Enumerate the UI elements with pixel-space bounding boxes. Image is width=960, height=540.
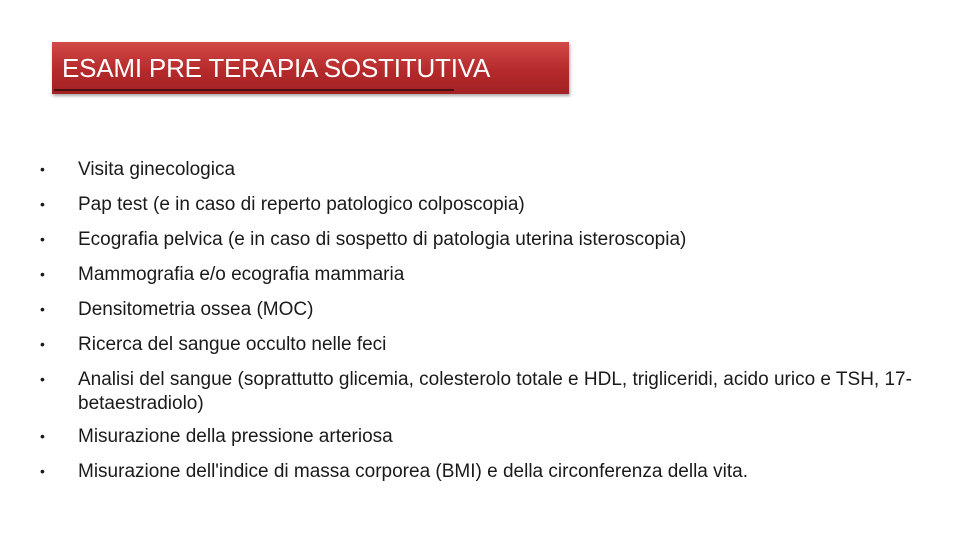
list-item-text: Densitometria ossea (MOC) xyxy=(78,299,314,320)
bullet-icon: • xyxy=(40,371,45,387)
list-item xyxy=(40,425,920,449)
list-item xyxy=(40,193,920,217)
bullet-icon: • xyxy=(40,336,45,352)
bullet-icon: • xyxy=(40,428,45,444)
bullet-icon: • xyxy=(40,161,45,177)
bullet-icon: • xyxy=(40,301,45,317)
list-item xyxy=(40,228,920,252)
bullet-icon: • xyxy=(40,266,45,282)
list-item-text: Mammografia e/o ecografia mammaria xyxy=(78,264,405,285)
list-item xyxy=(40,263,920,287)
list-item-text: Analisi del sangue (soprattutto glicemia, colesterolo totale e HDL, trigliceridi, acido urico e TSH, 17-betaestradiolo) xyxy=(78,369,912,414)
title-banner xyxy=(52,42,569,94)
bullet-icon: • xyxy=(40,196,45,212)
list-item xyxy=(40,460,920,484)
list-item-text: Ecografia pelvica (e in caso di sospetto di patologia uterina isteroscopia) xyxy=(78,229,687,250)
list-item xyxy=(40,333,920,357)
list-item xyxy=(40,158,920,182)
title-underline xyxy=(54,89,454,91)
list-item-text: Ricerca del sangue occulto nelle feci xyxy=(78,334,387,355)
list-item-text: Visita ginecologica xyxy=(78,159,236,180)
list-item xyxy=(40,298,920,322)
list-item-text: Pap test (e in caso di reperto patologico colposcopia) xyxy=(78,194,525,215)
bullet-icon: • xyxy=(40,463,45,479)
bullet-icon: • xyxy=(40,231,45,247)
bullet-list xyxy=(40,158,920,495)
slide-title: ESAMI PRE TERAPIA SOSTITUTIVA xyxy=(62,53,491,83)
list-item-text: Misurazione della pressione arteriosa xyxy=(78,426,393,447)
list-item xyxy=(40,368,920,415)
list-item-text: Misurazione dell'indice di massa corporea (BMI) e della circonferenza della vita. xyxy=(78,461,748,482)
